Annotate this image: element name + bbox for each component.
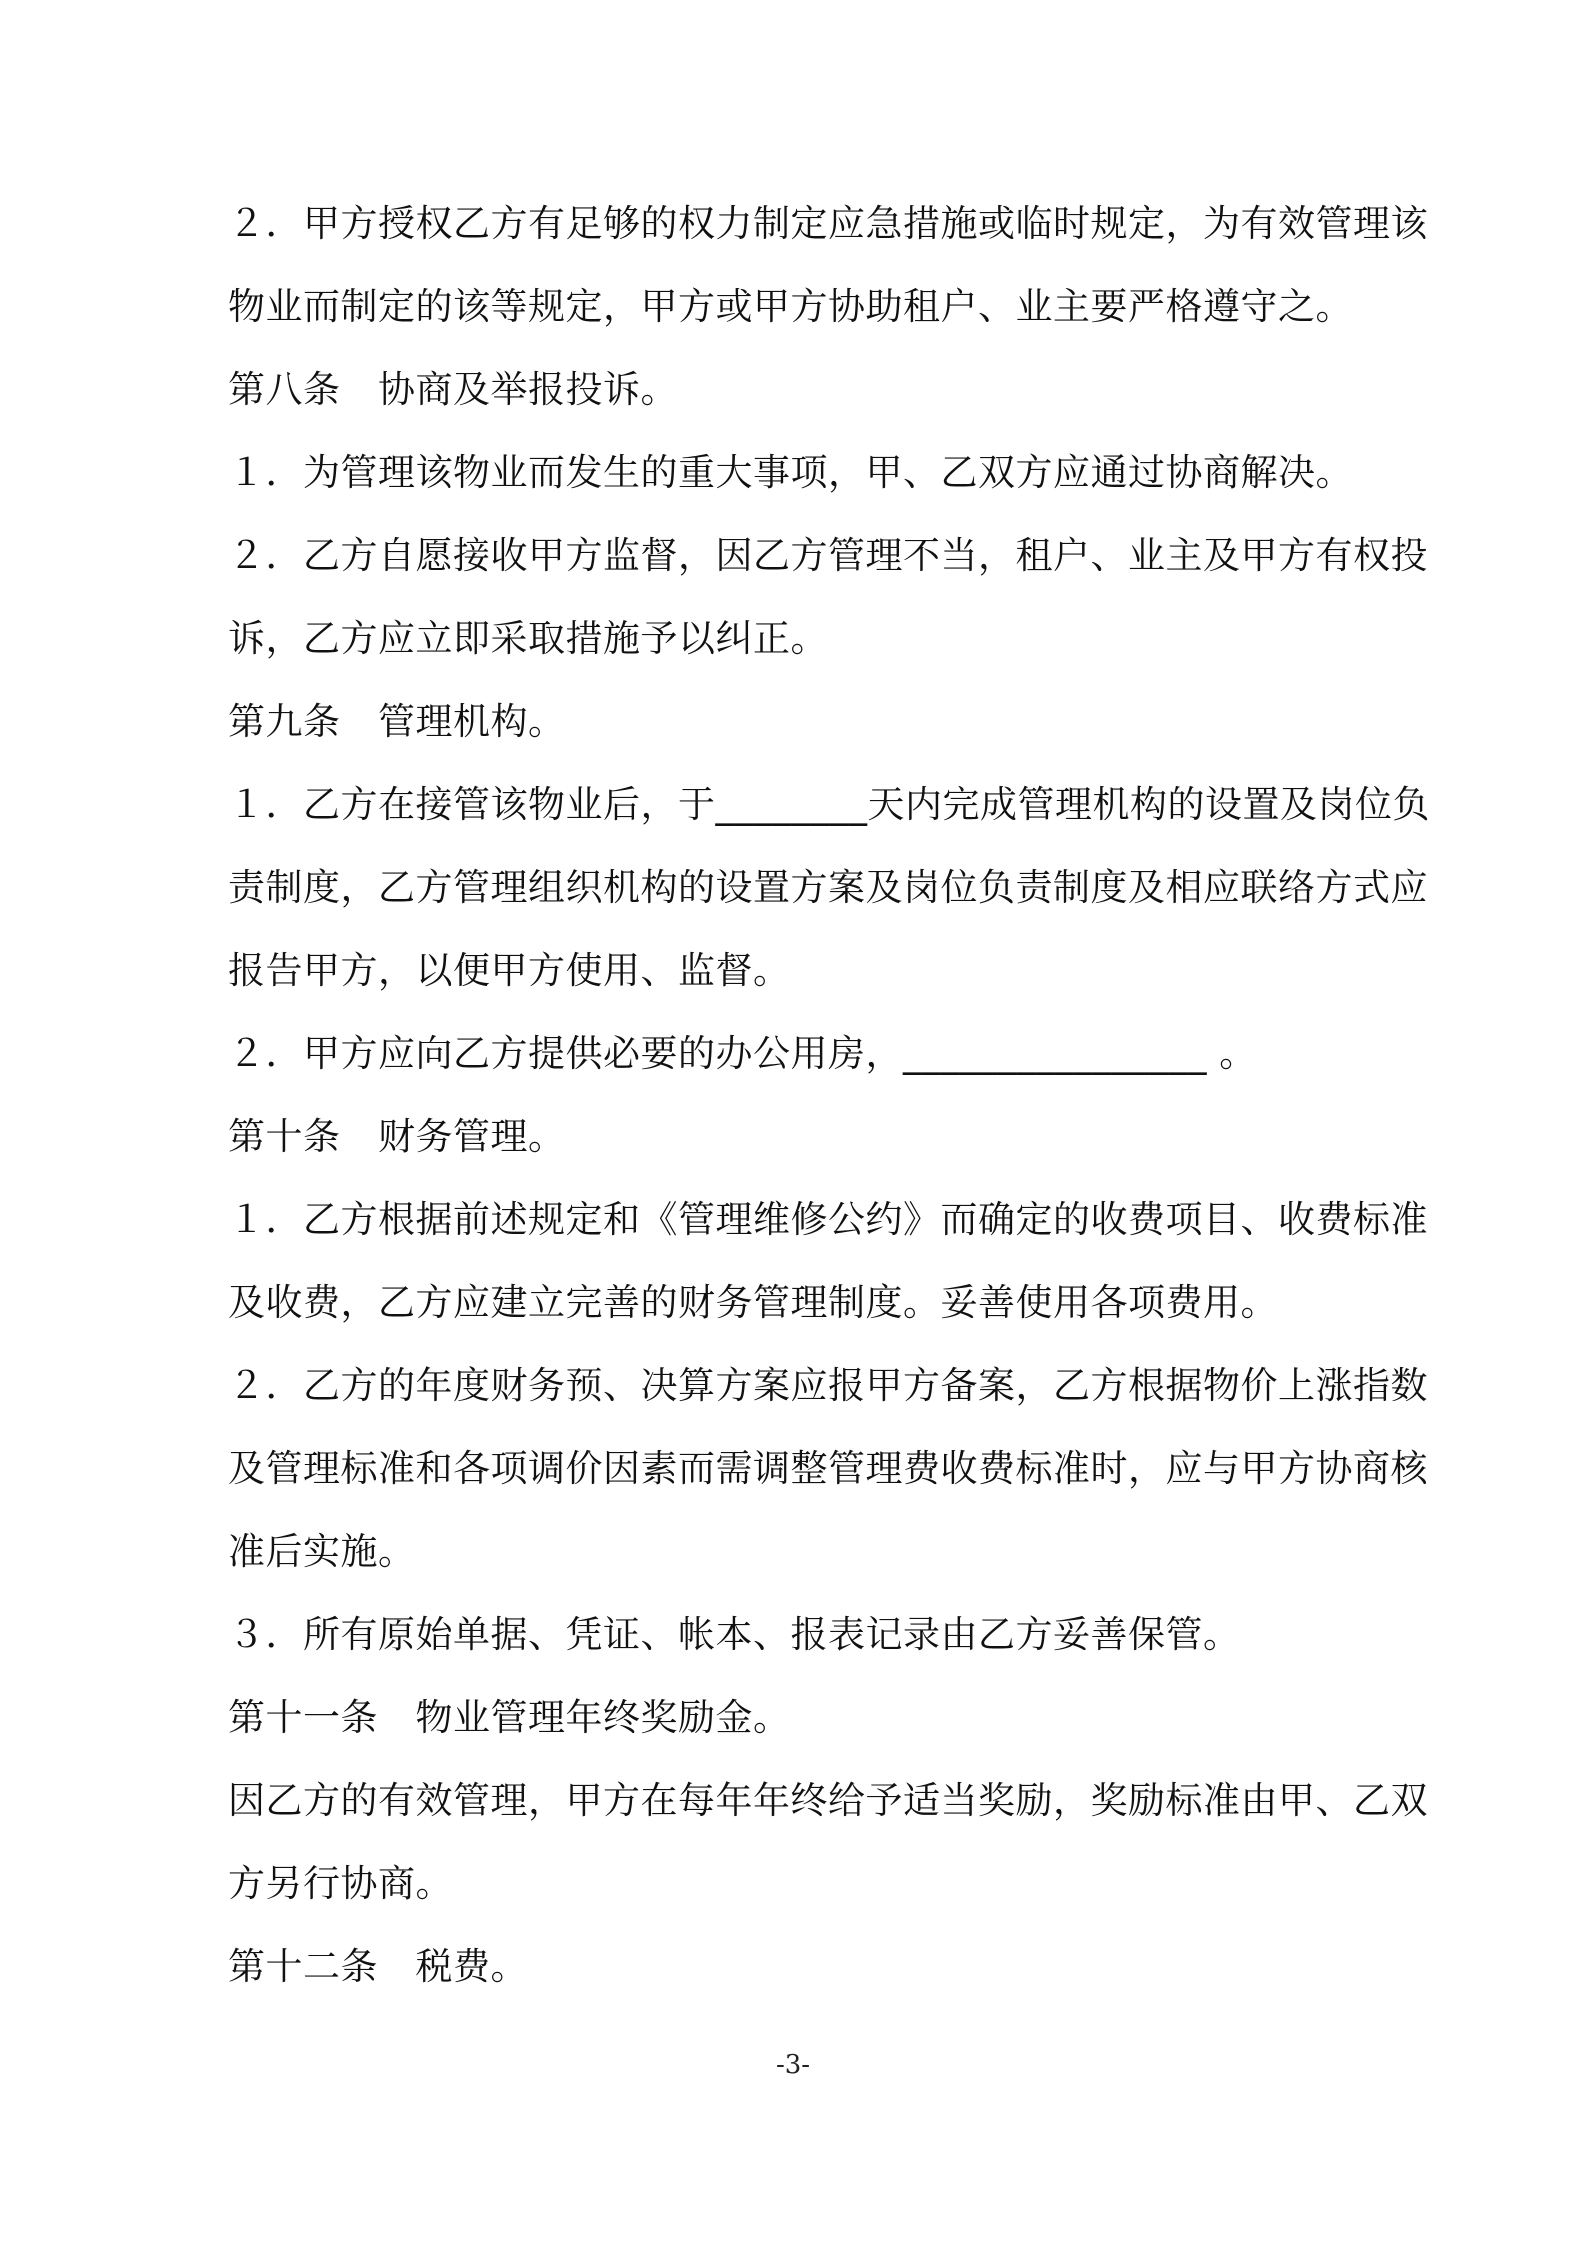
article-heading: 第八条 协商及举报投诉。 (228, 368, 678, 411)
text-line: 因乙方的有效管理，甲方在每年年终给予适当奖励，奖励标准由甲、乙双 (228, 1779, 1428, 1822)
text-line: 及管理标准和各项调价因素而需调整管理费收费标准时，应与甲方协商核 (228, 1447, 1428, 1490)
text-line: 报告甲方，以便甲方使用、监督。 (228, 949, 791, 992)
text-line: 及收费，乙方应建立完善的财务管理制度。妥善使用各项费用。 (228, 1281, 1278, 1324)
article-heading: 第十二条 税费。 (228, 1945, 528, 1988)
text-line: １．乙方在接管该物业后，于________天内完成管理机构的设置及岗位负 (228, 783, 1430, 826)
article-heading: 第十一条 物业管理年终奖励金。 (228, 1696, 791, 1739)
text-line: ２．甲方应向乙方提供必要的办公用房，________________ 。 (228, 1032, 1257, 1075)
text-line: 准后实施。 (228, 1530, 416, 1573)
text-line: １．乙方根据前述规定和《管理维修公约》而确定的收费项目、收费标准 (228, 1198, 1428, 1241)
text-line: 方另行协商。 (228, 1862, 453, 1905)
text-line: ２．乙方自愿接收甲方监督，因乙方管理不当，租户、业主及甲方有权投 (228, 534, 1428, 577)
article-heading: 第九条 管理机构。 (228, 700, 566, 743)
text-line: 诉，乙方应立即采取措施予以纠正。 (228, 617, 828, 660)
text-line: ２．乙方的年度财务预、决算方案应报甲方备案，乙方根据物价上涨指数 (228, 1364, 1428, 1407)
contract-body (228, 182, 1438, 2008)
page-number: -3- (775, 2050, 811, 2080)
text-line: １．为管理该物业而发生的重大事项，甲、乙双方应通过协商解决。 (228, 451, 1353, 494)
text-line: ２．甲方授权乙方有足够的权力制定应急措施或临时规定，为有效管理该 (228, 202, 1428, 245)
article-heading: 第十条 财务管理。 (228, 1115, 566, 1158)
text-line: 责制度，乙方管理组织机构的设置方案及岗位负责制度及相应联络方式应 (228, 866, 1428, 909)
text-line: ３．所有原始单据、凭证、帐本、报表记录由乙方妥善保管。 (228, 1613, 1241, 1656)
text-line: 物业而制定的该等规定，甲方或甲方协助租户、业主要严格遵守之。 (228, 285, 1353, 328)
